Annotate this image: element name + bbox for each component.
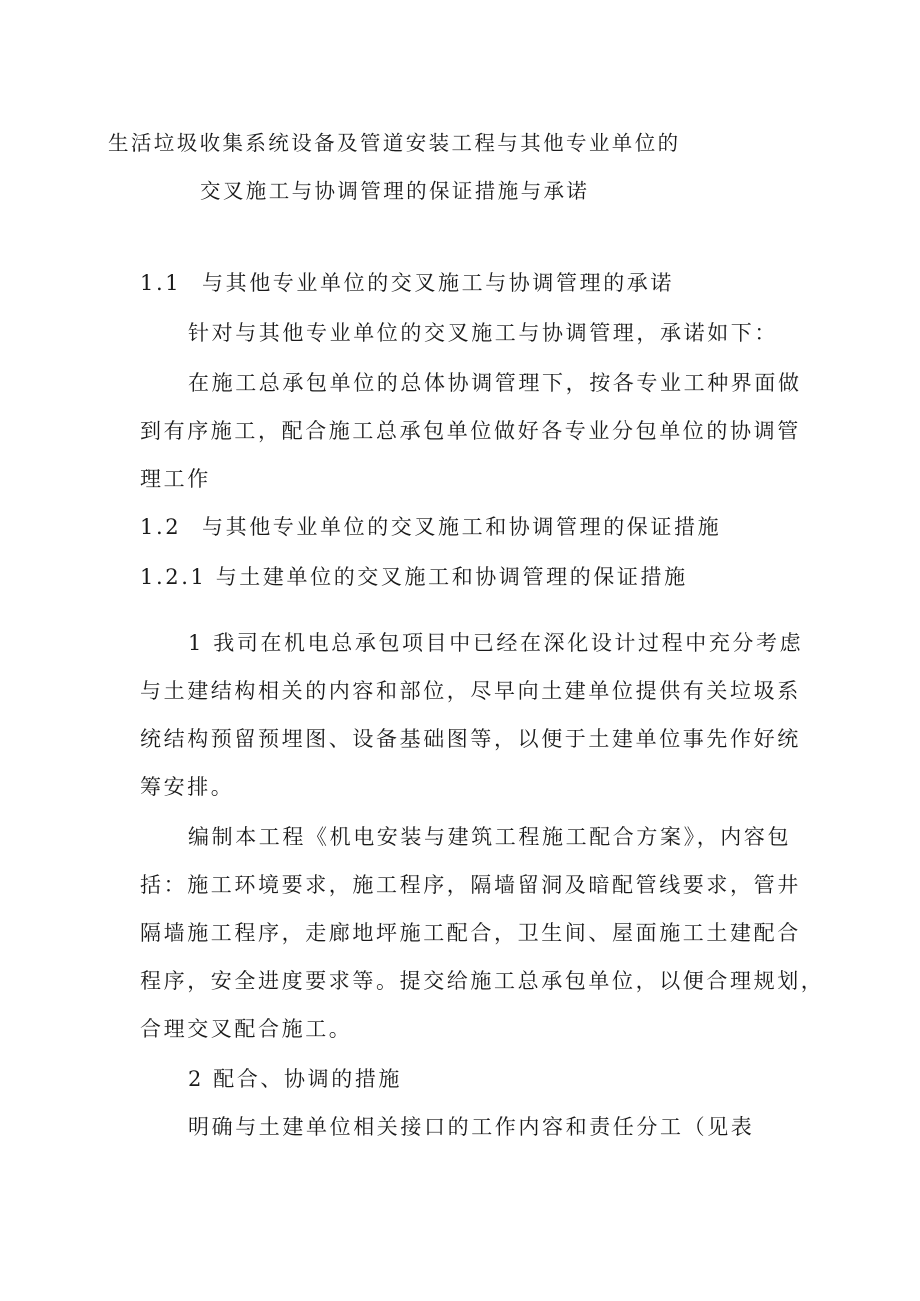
section-1-1-heading — [140, 268, 674, 298]
paragraph-line: 编制本工程《机电安装与建筑工程施工配合方案》，内容包 — [188, 825, 792, 849]
section-1-2-title: 与其他专业单位的交叉施工和协调管理的保证措施 — [202, 515, 722, 539]
paragraph-line: 隔墙施工程序，走廊地坪施工配合，卫生间、屋面施工土建配合 — [140, 921, 801, 945]
paragraph-line: 明确与土建单位相关接口的工作内容和责任分工（见表 — [188, 1115, 755, 1139]
paragraph-line: 与土建结构相关的内容和部位，尽早向土建单位提供有关垃圾系 — [140, 679, 801, 703]
paragraph-line: 在施工总承包单位的总体协调管理下，按各专业工种界面做 — [188, 371, 802, 395]
item-2-heading: 2 配合、协调的措施 — [188, 1067, 403, 1091]
paragraph-line: 筹安排。 — [140, 775, 235, 799]
section-1-1-intro: 针对与其他专业单位的交叉施工与协调管理，承诺如下： — [188, 321, 778, 345]
section-1-1-number: 1.1 — [140, 271, 182, 295]
section-1-2-number: 1.2 — [140, 515, 182, 539]
section-1-2-heading — [140, 512, 721, 542]
paragraph-line: 统结构预留预埋图、设备基础图等，以便于土建单位事先作好统 — [140, 727, 801, 751]
section-1-2-1-heading: 1.2.1 与土建单位的交叉施工和协调管理的保证措施 — [140, 565, 688, 589]
document-title-line-2: 交叉施工与协调管理的保证措施与承诺 — [200, 179, 590, 203]
paragraph-line: 合理交叉配合施工。 — [140, 1017, 353, 1041]
paragraph-line: 理工作 — [140, 467, 211, 491]
paragraph-line: 1 我司在机电总承包项目中已经在深化设计过程中充分考虑 — [188, 631, 804, 655]
paragraph-line: 到有序施工，配合施工总承包单位做好各专业分包单位的协调管 — [140, 419, 801, 443]
paragraph-line: 程序，安全进度要求等。提交给施工总承包单位，以便合理规划， — [140, 969, 825, 993]
section-1-1-title: 与其他专业单位的交叉施工与协调管理的承诺 — [202, 271, 674, 295]
paragraph-line: 括：施工环境要求，施工程序，隔墙留洞及暗配管线要求，管井 — [140, 873, 801, 897]
document-title-line-1: 生活垃圾收集系统设备及管道安装工程与其他专业单位的 — [108, 131, 681, 155]
